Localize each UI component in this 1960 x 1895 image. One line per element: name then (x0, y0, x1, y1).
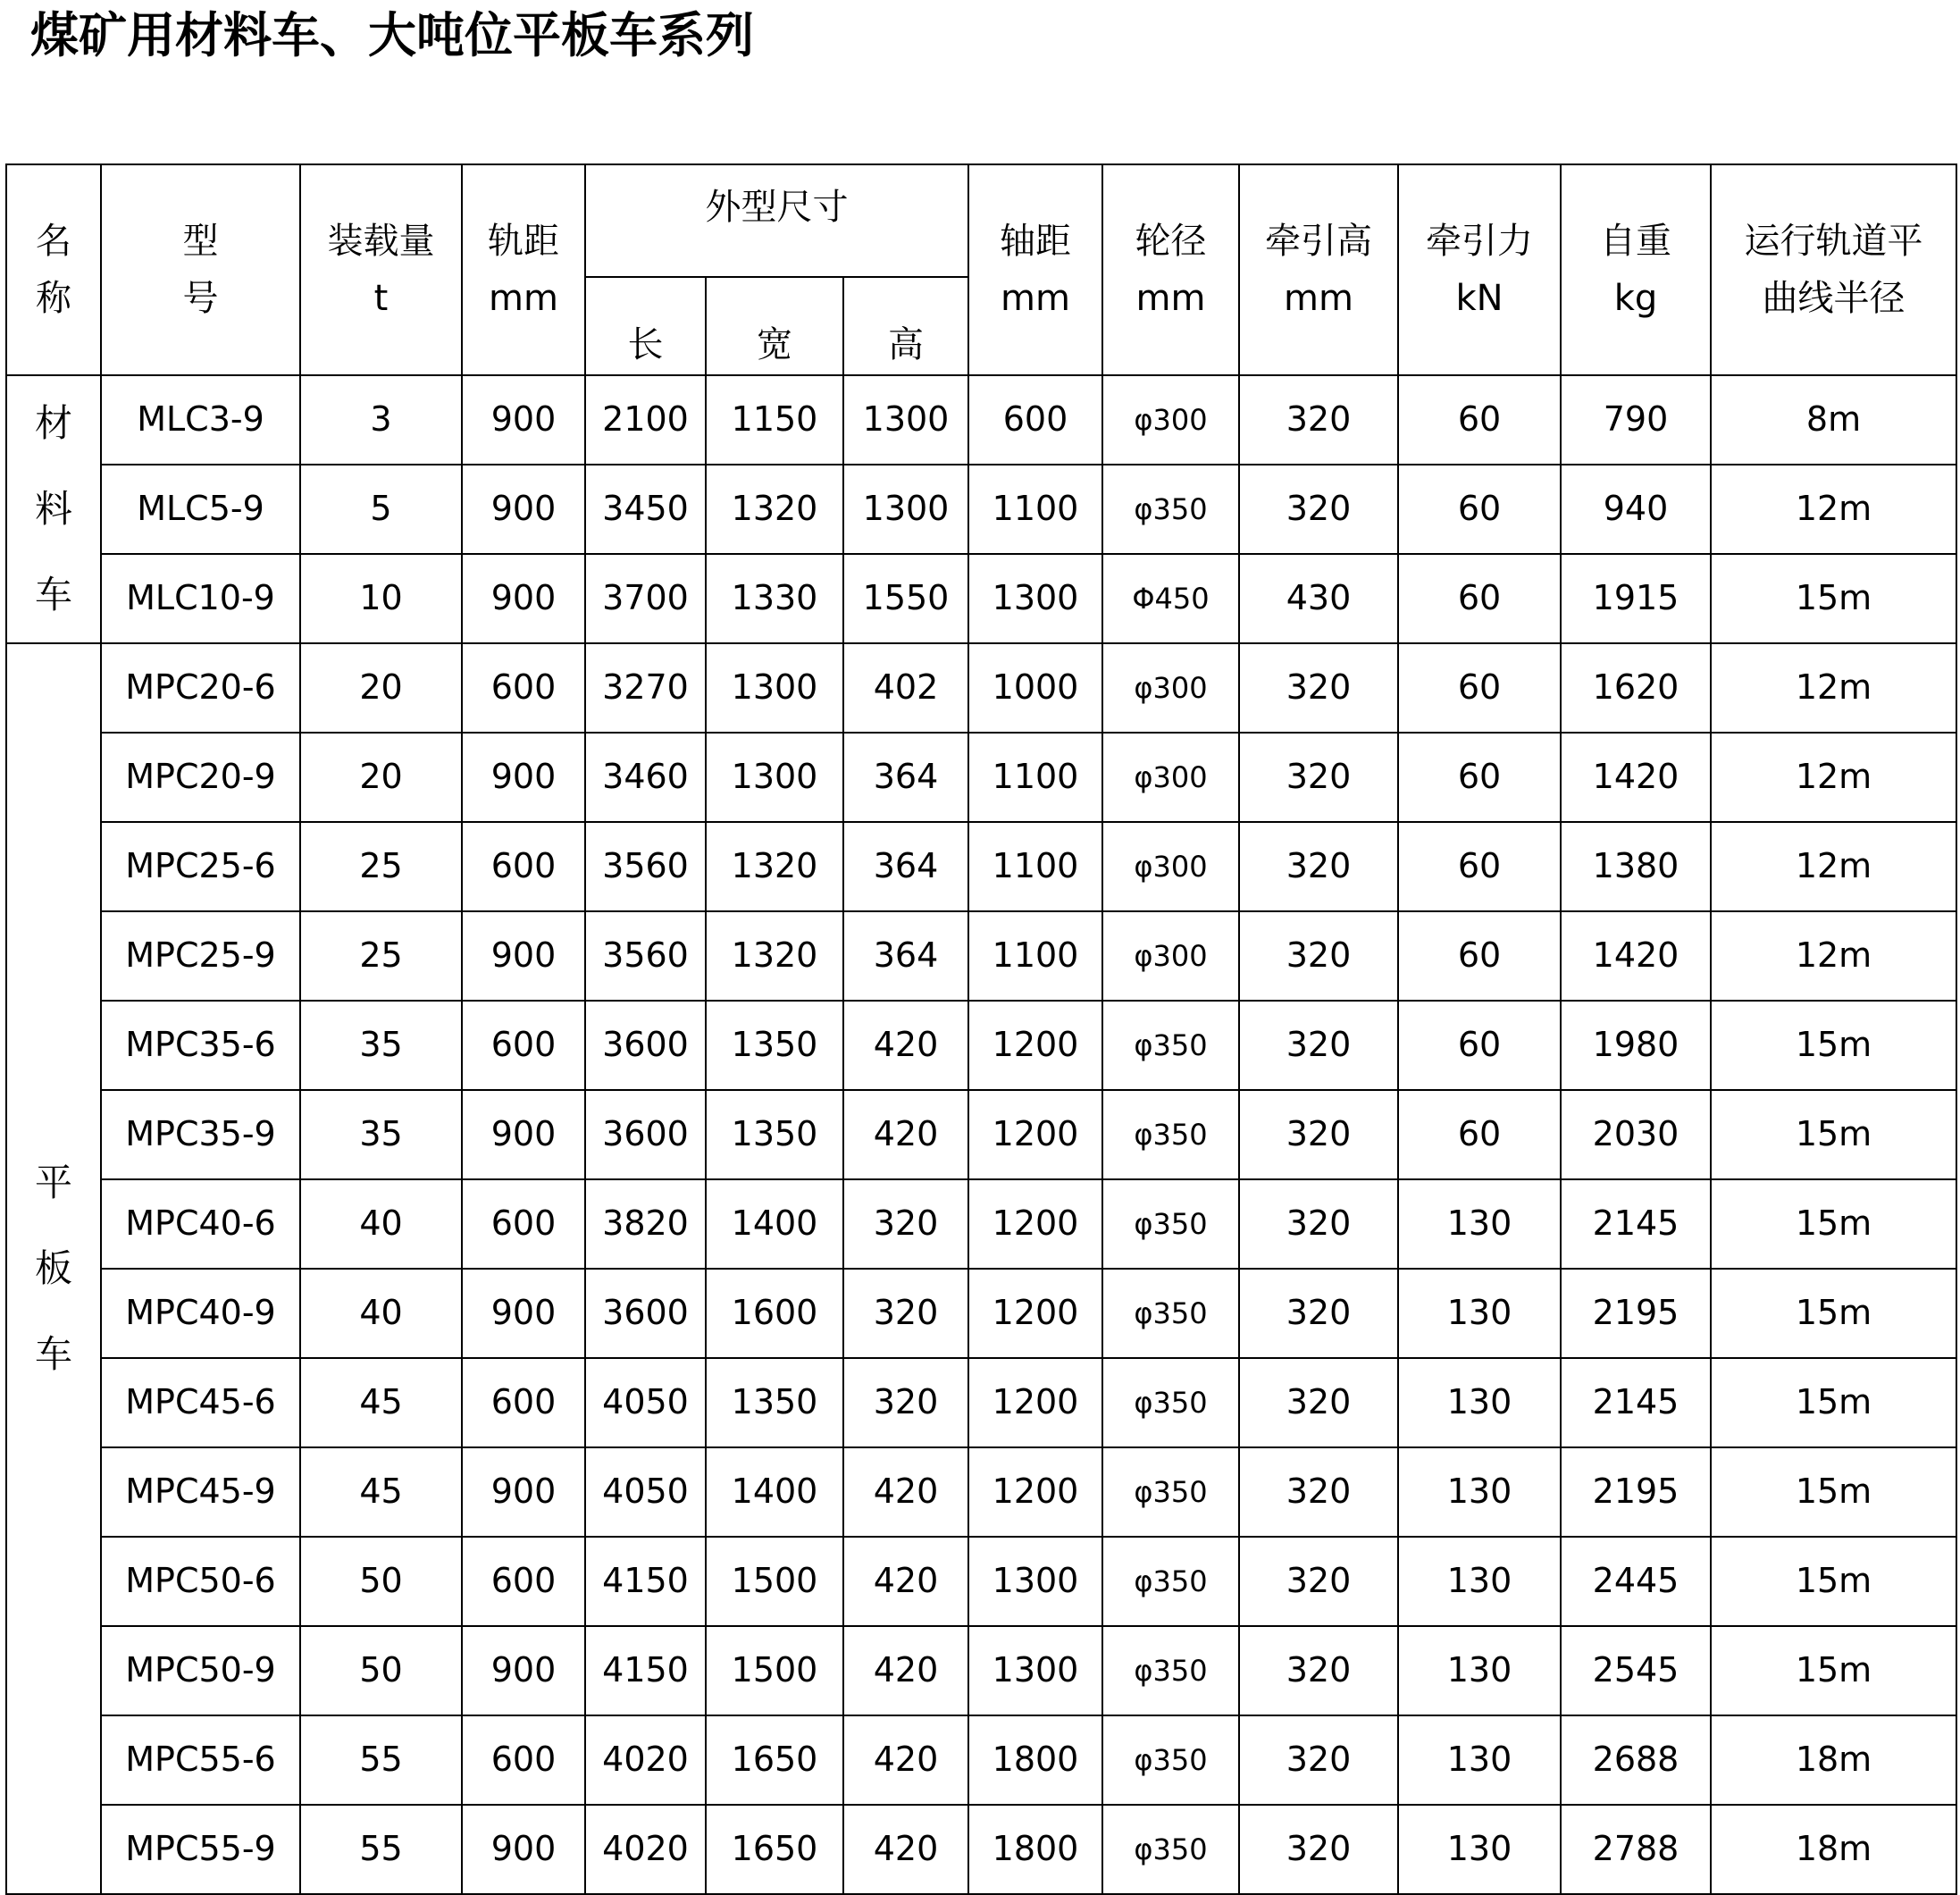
table-cell: 55 (300, 1805, 462, 1894)
model-cell: MPC35-6 (101, 1001, 300, 1090)
table-row (6, 1447, 1956, 1537)
table-cell: 320 (1239, 375, 1398, 465)
table-cell: 900 (462, 1269, 585, 1358)
table-cell: 15m (1711, 1537, 1956, 1626)
model-cell: MLC3-9 (101, 375, 300, 465)
wheel-diameter-cell: Φ450 (1102, 554, 1239, 643)
table-cell: 20 (300, 733, 462, 822)
wheel-diameter-cell: φ350 (1102, 1805, 1239, 1894)
table-cell: 8m (1711, 375, 1956, 465)
table-cell: 320 (1239, 822, 1398, 911)
table-row (6, 1269, 1956, 1358)
table-cell: 600 (462, 1537, 585, 1626)
table-cell: 1800 (968, 1805, 1102, 1894)
table-cell: 45 (300, 1447, 462, 1537)
table-cell: 1915 (1561, 554, 1711, 643)
table-cell: 60 (1398, 554, 1561, 643)
table-cell: 2030 (1561, 1090, 1711, 1179)
table-cell: 3560 (585, 911, 706, 1001)
table-cell: 15m (1711, 554, 1956, 643)
table-cell: 940 (1561, 465, 1711, 554)
table-cell: 12m (1711, 822, 1956, 911)
model-cell: MLC5-9 (101, 465, 300, 554)
table-cell: 25 (300, 822, 462, 911)
table-cell: 320 (843, 1358, 968, 1447)
model-cell: MPC55-6 (101, 1715, 300, 1805)
table-row (6, 1179, 1956, 1269)
table-cell: 5 (300, 465, 462, 554)
table-cell: 1000 (968, 643, 1102, 733)
header-width: 宽 (706, 277, 843, 375)
group-name-cell (6, 375, 101, 643)
header-load: 装载量 t (300, 164, 462, 375)
table-cell: 1620 (1561, 643, 1711, 733)
model-cell: MPC55-9 (101, 1805, 300, 1894)
table-row (6, 1805, 1956, 1894)
model-cell: MLC10-9 (101, 554, 300, 643)
table-cell: 12m (1711, 465, 1956, 554)
table-cell: 900 (462, 554, 585, 643)
table-cell: 60 (1398, 465, 1561, 554)
table-cell: 40 (300, 1179, 462, 1269)
table-cell: 3600 (585, 1269, 706, 1358)
model-cell: MPC50-9 (101, 1626, 300, 1715)
table-cell: 420 (843, 1626, 968, 1715)
model-cell: MPC25-9 (101, 911, 300, 1001)
table-row (6, 822, 1956, 911)
table-cell: 50 (300, 1537, 462, 1626)
table-cell: 1300 (968, 554, 1102, 643)
wheel-diameter-cell: φ350 (1102, 1626, 1239, 1715)
table-cell: 600 (462, 1001, 585, 1090)
table-cell: 420 (843, 1447, 968, 1537)
wheel-diameter-cell: φ350 (1102, 1090, 1239, 1179)
table-cell: 4020 (585, 1805, 706, 1894)
table-cell: 1600 (706, 1269, 843, 1358)
header-gauge: 轨距 mm (462, 164, 585, 375)
table-cell: 364 (843, 733, 968, 822)
table-row (6, 1537, 1956, 1626)
table-cell: 320 (1239, 1715, 1398, 1805)
table-cell: 1500 (706, 1537, 843, 1626)
group-name-char: 车 (34, 1332, 72, 1376)
header-curve-radius: 运行轨道平 曲线半径 (1711, 164, 1956, 375)
table-cell: 1550 (843, 554, 968, 643)
header-traction-force: 牵引力 kN (1398, 164, 1561, 375)
table-row (6, 465, 1956, 554)
header-model: 型 号 (101, 164, 300, 375)
table-cell: 60 (1398, 733, 1561, 822)
table-cell: 4020 (585, 1715, 706, 1805)
table-cell: 1200 (968, 1447, 1102, 1537)
table-row (6, 911, 1956, 1001)
group-name-cell (6, 643, 101, 1894)
table-cell: 60 (1398, 375, 1561, 465)
table-cell: 1650 (706, 1805, 843, 1894)
table-cell: 3560 (585, 822, 706, 911)
model-cell: MPC50-6 (101, 1537, 300, 1626)
table-cell: 1350 (706, 1001, 843, 1090)
table-cell: 320 (1239, 911, 1398, 1001)
table-row (6, 1715, 1956, 1805)
table-cell: 600 (968, 375, 1102, 465)
group-name-char: 车 (34, 573, 72, 616)
table-cell: 1200 (968, 1179, 1102, 1269)
table-cell: 1500 (706, 1626, 843, 1715)
table-cell: 1300 (843, 465, 968, 554)
table-cell: 420 (843, 1715, 968, 1805)
table-row (6, 1626, 1956, 1715)
table-cell: 4050 (585, 1358, 706, 1447)
table-cell: 320 (843, 1179, 968, 1269)
table-cell: 420 (843, 1090, 968, 1179)
model-cell: MPC25-6 (101, 822, 300, 911)
table-cell: 1300 (706, 643, 843, 733)
header-outer-dimensions: 外型尺寸 (585, 164, 968, 277)
table-cell: 15m (1711, 1269, 1956, 1358)
table-cell: 4050 (585, 1447, 706, 1537)
table-cell: 18m (1711, 1715, 1956, 1805)
table-cell: 3700 (585, 554, 706, 643)
spec-table-body (6, 164, 1956, 1894)
spec-table (5, 164, 1957, 1895)
table-cell: 364 (843, 911, 968, 1001)
table-cell: 900 (462, 1805, 585, 1894)
table-cell: 1350 (706, 1358, 843, 1447)
group-name-char: 平 (34, 1161, 72, 1204)
table-cell: 600 (462, 643, 585, 733)
table-cell: 1980 (1561, 1001, 1711, 1090)
table-cell: 600 (462, 822, 585, 911)
header-weight: 自重 kg (1561, 164, 1711, 375)
table-cell: 4150 (585, 1626, 706, 1715)
table-row (6, 1358, 1956, 1447)
table-cell: 1300 (968, 1626, 1102, 1715)
table-cell: 130 (1398, 1715, 1561, 1805)
table-cell: 320 (1239, 1805, 1398, 1894)
table-cell: 15m (1711, 1001, 1956, 1090)
table-cell: 1320 (706, 911, 843, 1001)
table-cell: 900 (462, 911, 585, 1001)
table-cell: 15m (1711, 1179, 1956, 1269)
table-cell: 2145 (1561, 1179, 1711, 1269)
table-cell: 3600 (585, 1090, 706, 1179)
table-cell: 130 (1398, 1447, 1561, 1537)
table-row (6, 643, 1956, 733)
table-cell: 3450 (585, 465, 706, 554)
table-cell: 3270 (585, 643, 706, 733)
table-cell: 2688 (1561, 1715, 1711, 1805)
table-cell: 900 (462, 733, 585, 822)
table-cell: 1330 (706, 554, 843, 643)
header-traction-height: 牵引高 mm (1239, 164, 1398, 375)
wheel-diameter-cell: φ300 (1102, 911, 1239, 1001)
table-cell: 1350 (706, 1090, 843, 1179)
model-cell: MPC40-9 (101, 1269, 300, 1358)
table-cell: 320 (1239, 1537, 1398, 1626)
table-cell: 900 (462, 465, 585, 554)
table-row (6, 733, 1956, 822)
table-cell: 3 (300, 375, 462, 465)
table-cell: 1400 (706, 1447, 843, 1537)
table-cell: 15m (1711, 1358, 1956, 1447)
table-cell: 12m (1711, 733, 1956, 822)
table-row (6, 375, 1956, 465)
table-cell: 420 (843, 1805, 968, 1894)
table-cell: 1650 (706, 1715, 843, 1805)
table-cell: 130 (1398, 1358, 1561, 1447)
model-cell: MPC45-9 (101, 1447, 300, 1537)
table-cell: 320 (1239, 643, 1398, 733)
table-cell: 402 (843, 643, 968, 733)
table-cell: 320 (1239, 1626, 1398, 1715)
wheel-diameter-cell: φ300 (1102, 643, 1239, 733)
table-cell: 1420 (1561, 911, 1711, 1001)
wheel-diameter-cell: φ300 (1102, 822, 1239, 911)
table-cell: 2145 (1561, 1358, 1711, 1447)
wheel-diameter-cell: φ350 (1102, 1715, 1239, 1805)
table-row (6, 1001, 1956, 1090)
table-cell: 1100 (968, 733, 1102, 822)
table-cell: 50 (300, 1626, 462, 1715)
table-cell: 790 (1561, 375, 1711, 465)
table-cell: 1200 (968, 1269, 1102, 1358)
wheel-diameter-cell: φ350 (1102, 1358, 1239, 1447)
table-cell: 600 (462, 1358, 585, 1447)
table-cell: 3460 (585, 733, 706, 822)
table-cell: 130 (1398, 1805, 1561, 1894)
wheel-diameter-cell: φ300 (1102, 733, 1239, 822)
table-cell: 420 (843, 1537, 968, 1626)
table-cell: 600 (462, 1715, 585, 1805)
model-cell: MPC35-9 (101, 1090, 300, 1179)
wheel-diameter-cell: φ350 (1102, 1179, 1239, 1269)
table-cell: 2100 (585, 375, 706, 465)
table-cell: 1300 (968, 1537, 1102, 1626)
group-name-char: 材 (34, 401, 72, 445)
table-cell: 320 (843, 1269, 968, 1358)
wheel-diameter-cell: φ350 (1102, 1269, 1239, 1358)
table-cell: 3600 (585, 1001, 706, 1090)
table-cell: 1380 (1561, 822, 1711, 911)
table-cell: 900 (462, 375, 585, 465)
table-cell: 130 (1398, 1626, 1561, 1715)
table-cell: 1800 (968, 1715, 1102, 1805)
table-cell: 1300 (843, 375, 968, 465)
table-cell: 320 (1239, 1001, 1398, 1090)
header-name: 名 称 (6, 164, 101, 375)
table-cell: 1420 (1561, 733, 1711, 822)
table-cell: 320 (1239, 1269, 1398, 1358)
table-cell: 1300 (706, 733, 843, 822)
header-length: 长 (585, 277, 706, 375)
table-cell: 1100 (968, 465, 1102, 554)
header-wheelbase: 轴距 mm (968, 164, 1102, 375)
table-cell: 320 (1239, 1358, 1398, 1447)
table-cell: 60 (1398, 1090, 1561, 1179)
table-cell: 1320 (706, 465, 843, 554)
model-cell: MPC40-6 (101, 1179, 300, 1269)
table-cell: 35 (300, 1001, 462, 1090)
table-cell: 60 (1398, 911, 1561, 1001)
table-cell: 40 (300, 1269, 462, 1358)
wheel-diameter-cell: φ350 (1102, 1537, 1239, 1626)
table-row (6, 1090, 1956, 1179)
wheel-diameter-cell: φ350 (1102, 1447, 1239, 1537)
table-cell: 15m (1711, 1447, 1956, 1537)
table-cell: 130 (1398, 1179, 1561, 1269)
table-cell: 12m (1711, 643, 1956, 733)
table-cell: 25 (300, 911, 462, 1001)
table-cell: 15m (1711, 1626, 1956, 1715)
table-cell: 420 (843, 1001, 968, 1090)
table-cell: 1100 (968, 822, 1102, 911)
table-cell: 2195 (1561, 1447, 1711, 1537)
table-cell: 130 (1398, 1269, 1561, 1358)
group-name-char: 板 (34, 1246, 72, 1290)
table-cell: 900 (462, 1090, 585, 1179)
table-cell: 320 (1239, 465, 1398, 554)
table-cell: 15m (1711, 1090, 1956, 1179)
table-cell: 3820 (585, 1179, 706, 1269)
table-cell: 1100 (968, 911, 1102, 1001)
table-cell: 320 (1239, 1179, 1398, 1269)
wheel-diameter-cell: φ350 (1102, 1001, 1239, 1090)
table-cell: 900 (462, 1447, 585, 1537)
table-cell: 1150 (706, 375, 843, 465)
table-cell: 1320 (706, 822, 843, 911)
wheel-diameter-cell: φ300 (1102, 375, 1239, 465)
table-cell: 320 (1239, 733, 1398, 822)
wheel-diameter-cell: φ350 (1102, 465, 1239, 554)
table-cell: 12m (1711, 911, 1956, 1001)
table-cell: 60 (1398, 643, 1561, 733)
group-name-char: 料 (34, 487, 72, 531)
table-row (6, 554, 1956, 643)
table-cell: 10 (300, 554, 462, 643)
table-cell: 1200 (968, 1090, 1102, 1179)
table-cell: 1200 (968, 1001, 1102, 1090)
table-cell: 364 (843, 822, 968, 911)
table-cell: 2545 (1561, 1626, 1711, 1715)
header-row-top (6, 164, 1956, 277)
model-cell: MPC45-6 (101, 1358, 300, 1447)
table-cell: 130 (1398, 1537, 1561, 1626)
table-cell: 2445 (1561, 1537, 1711, 1626)
table-cell: 1200 (968, 1358, 1102, 1447)
table-cell: 18m (1711, 1805, 1956, 1894)
table-cell: 2195 (1561, 1269, 1711, 1358)
model-cell: MPC20-6 (101, 643, 300, 733)
page-title: 煤矿用材料车、大吨位平板车系列 (30, 7, 754, 63)
table-cell: 35 (300, 1090, 462, 1179)
table-cell: 60 (1398, 822, 1561, 911)
table-cell: 430 (1239, 554, 1398, 643)
table-cell: 55 (300, 1715, 462, 1805)
table-cell: 60 (1398, 1001, 1561, 1090)
table-cell: 1400 (706, 1179, 843, 1269)
table-cell: 320 (1239, 1090, 1398, 1179)
header-wheel-diameter: 轮径 mm (1102, 164, 1239, 375)
table-cell: 900 (462, 1626, 585, 1715)
table-cell: 45 (300, 1358, 462, 1447)
header-height: 高 (843, 277, 968, 375)
table-cell: 4150 (585, 1537, 706, 1626)
model-cell: MPC20-9 (101, 733, 300, 822)
table-cell: 2788 (1561, 1805, 1711, 1894)
table-cell: 600 (462, 1179, 585, 1269)
table-cell: 320 (1239, 1447, 1398, 1537)
table-cell: 20 (300, 643, 462, 733)
